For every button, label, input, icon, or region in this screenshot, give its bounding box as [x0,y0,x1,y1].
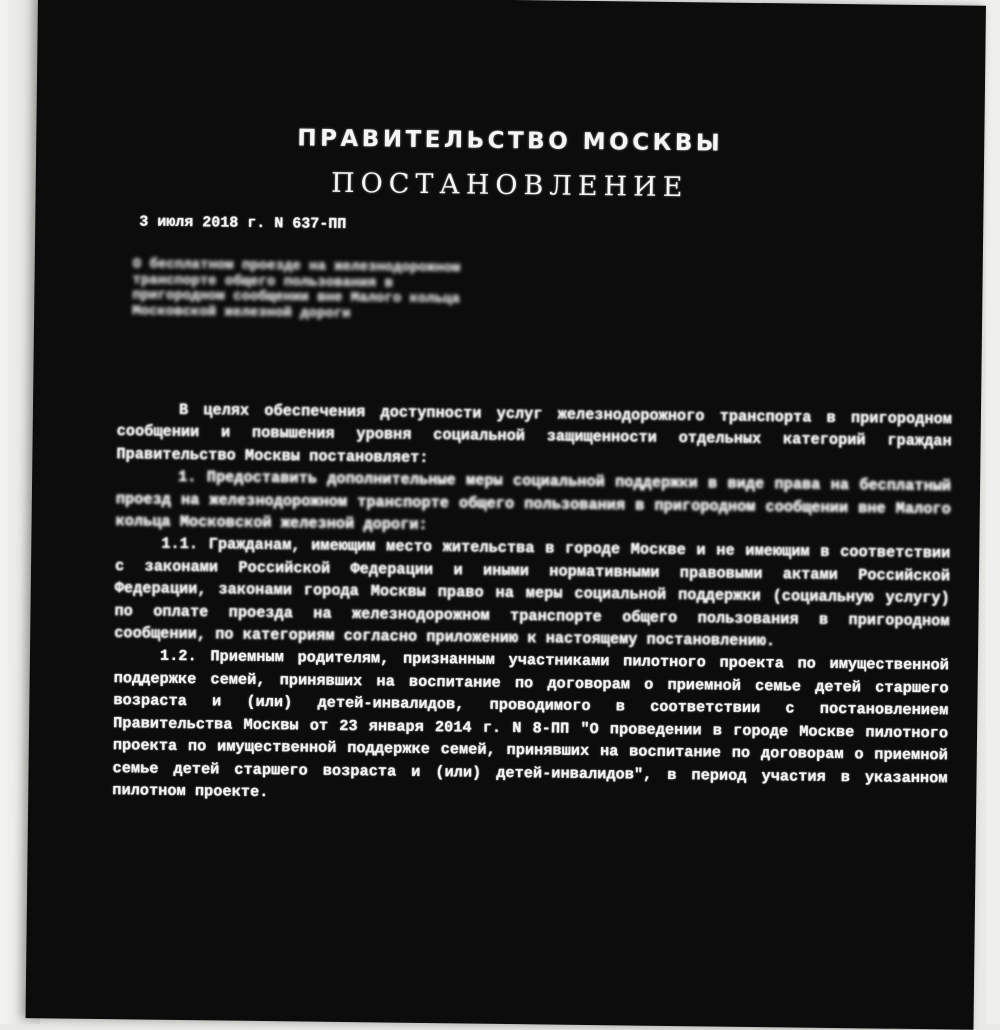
date-and-number: 3 июля 2018 г. N 637-ПП [139,213,347,233]
photo-background-right [986,0,1000,1024]
document-body [112,398,952,811]
clause-1-2: 1.2. Приемным родителям, признанным участниками пилотного проекта по имущественной поддержке семей, принявших на воспитание по договорам о приемной семье детей старшего возраста и (или) детей-инвалидов, проводимого в соответствии с постановлением Правительства Москвы от 23 января 2014 г. N 8-ПП "О проведении в городе Москве пилотного проекта по имущественной поддержке семей, принявших на воспитание по договорам о приемной семье детей старшего возраста и (или) детей-инвалидов", в период участия в указанном пилотном проекте. [112,647,950,801]
document-heading: О бесплатном проезде на железнодорожном транспорте общего пользования в пригородном сообщении вне Малого кольца Московской железной дороги [132,256,461,322]
clause-1-1: 1.1. Гражданам, имеющим место жительства в городе Москве и не имеющим в соответствии с законами Российской Федерации и иными нормативными правовыми актами Российской Федерации, законами города Москвы право на меры социальной поддержки (социальную услугу) по оплате проезда на железнодорожном транспорте общего пользования в пригородном сообщении, по категориям согласно приложению к настоящему постановлению. [114,535,951,651]
document-page [26,0,986,1030]
document-type: ПОСТАНОВЛЕНИЕ [330,167,689,204]
clause-1: 1. Предоставить дополнительные меры социальной поддержки в виде права на бесплатный проезд на железнодорожном транспорте общего пользования в пригородном сообщении вне Малого кольца Московской железной дороги: [115,468,952,535]
issuer-title: ПРАВИТЕЛЬСТВО МОСКВЫ [297,125,724,157]
preamble-paragraph: В целях обеспечения доступности услуг железнодорожного транспорта в пригородном сообщении и повышения уровня социальной защищенности отдельных категорий граждан Правительство Москвы постановляет: [116,400,953,467]
